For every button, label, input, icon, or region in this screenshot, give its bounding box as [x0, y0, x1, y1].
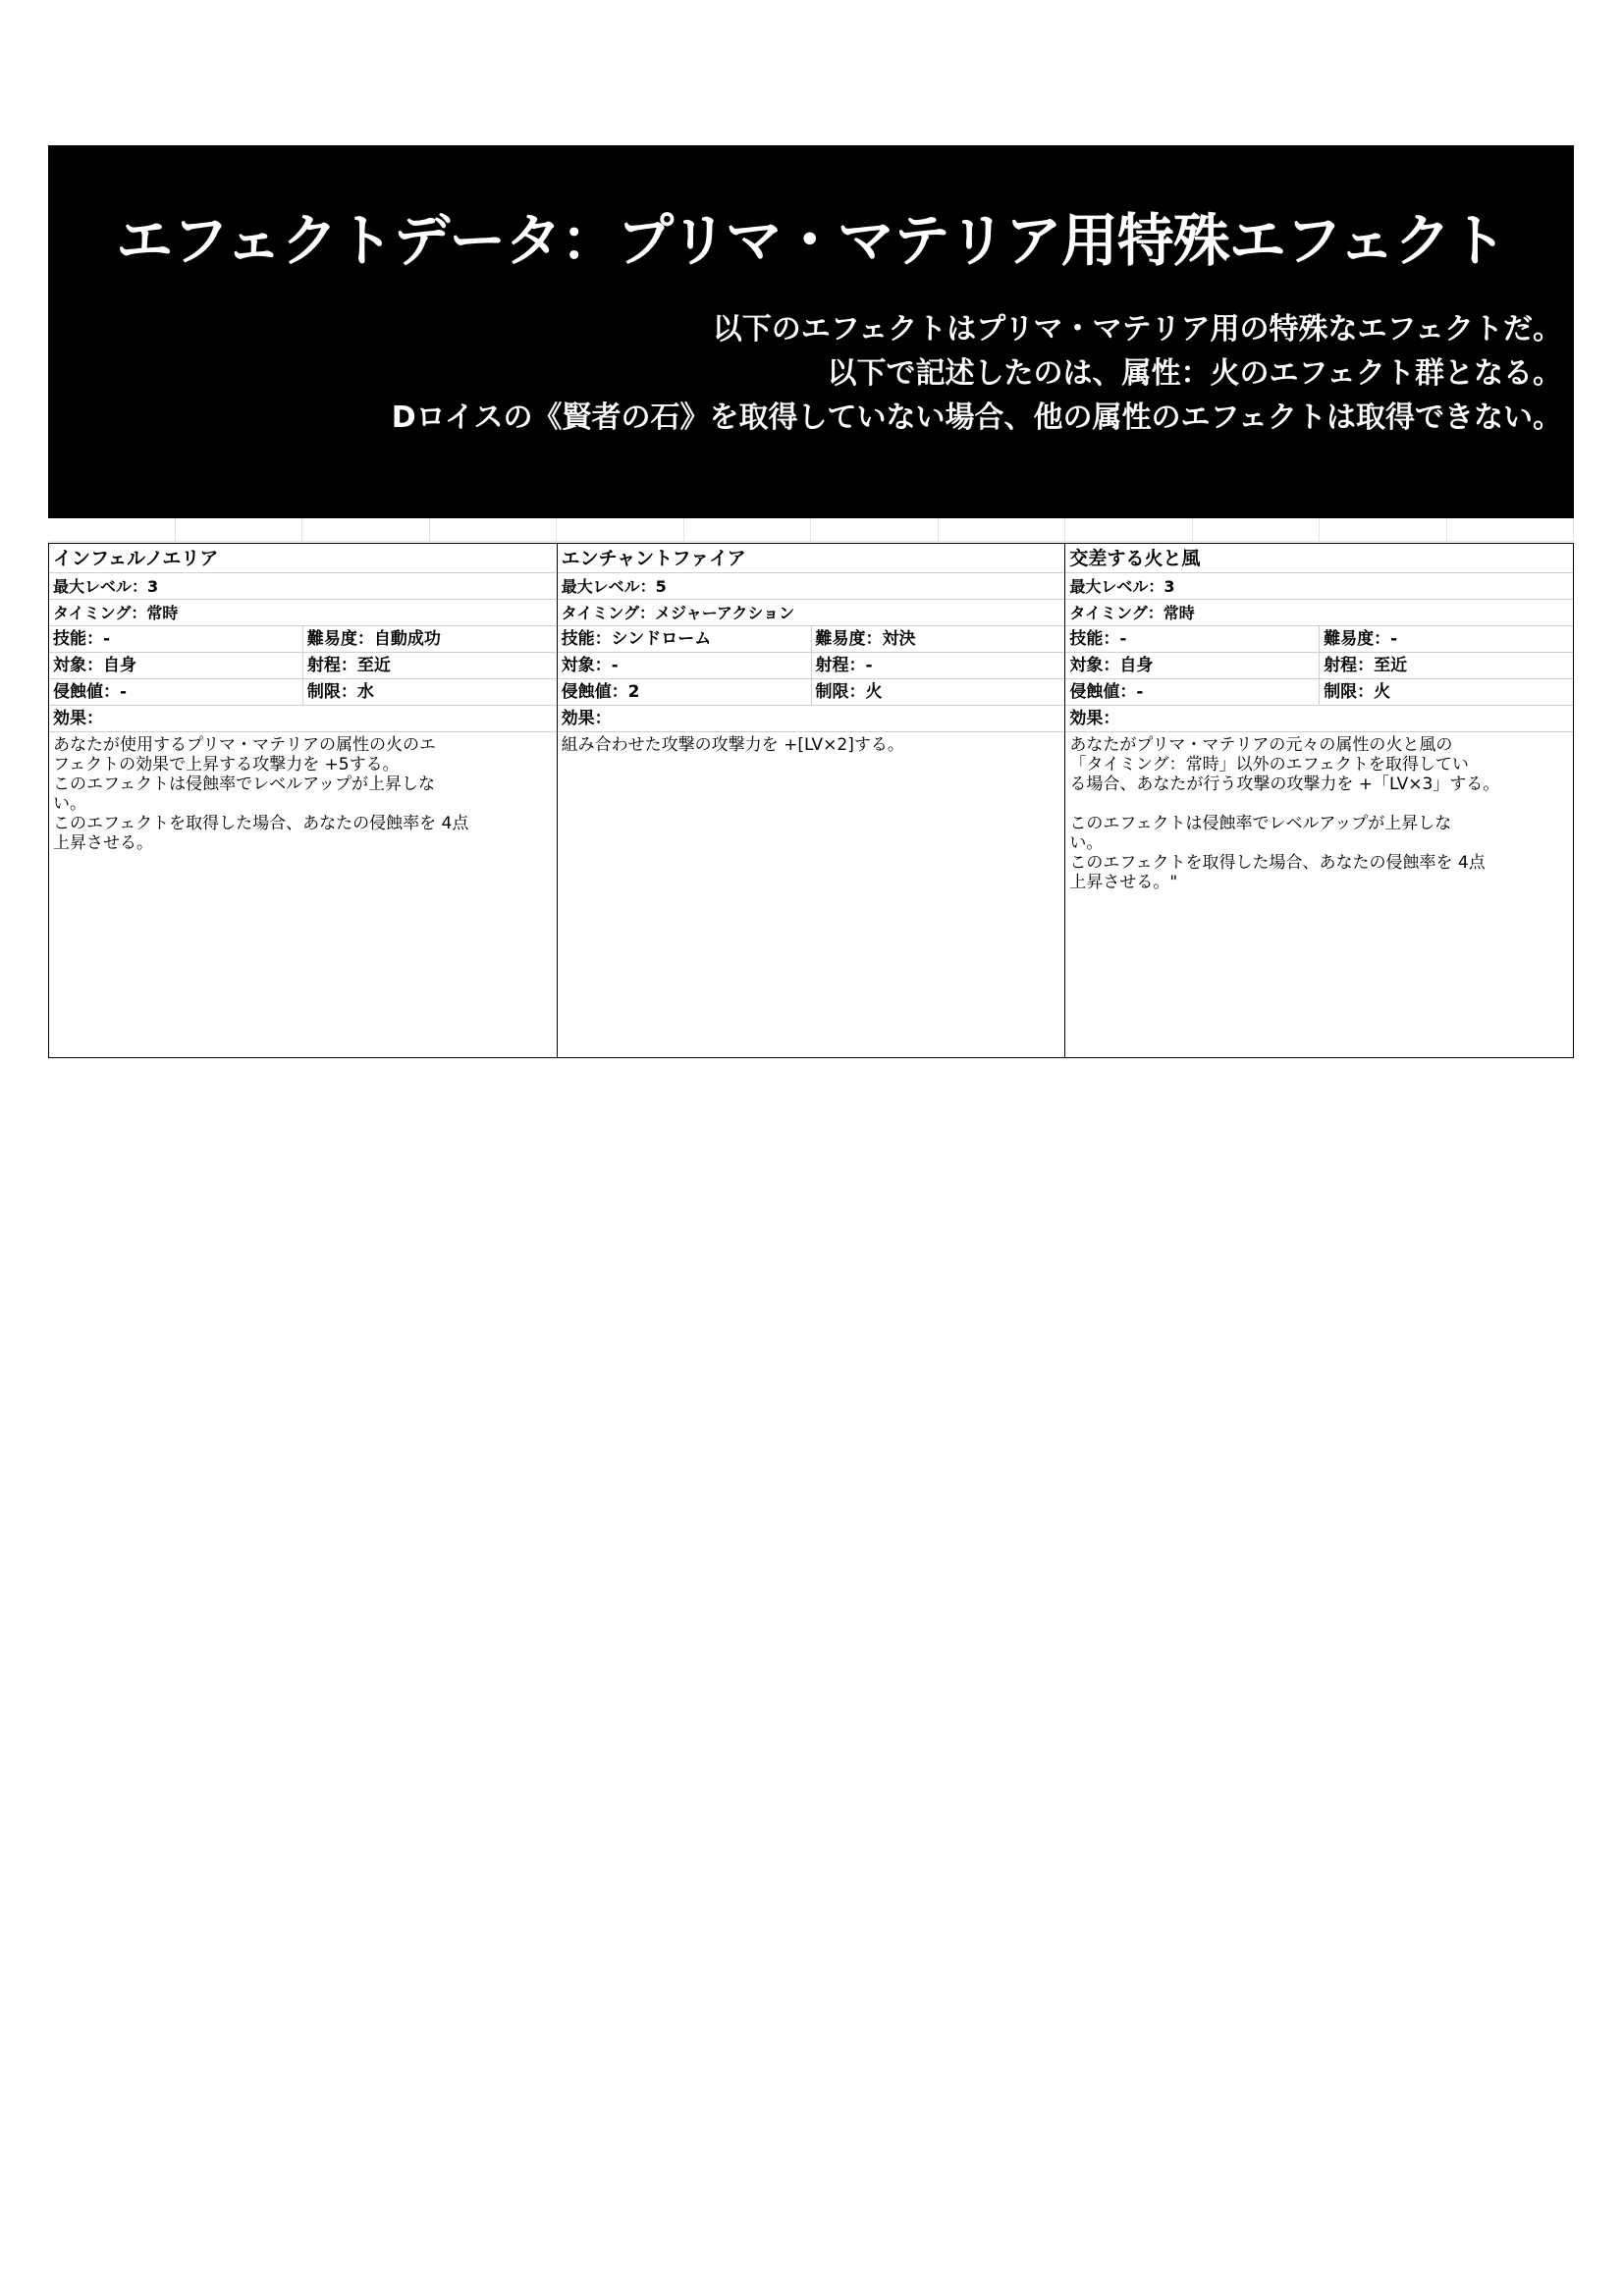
effect-difficulty: 難易度：自動成功 — [306, 629, 441, 649]
effect-skill: 技能：- — [1065, 626, 1320, 652]
effect-range: 射程：至近 — [1324, 656, 1408, 675]
effect-description: あなたが使用するプリマ・マテリアの属性の火のエ フェクトの効果で上昇する攻撃力を +5する。 このエフェクトは侵蝕率でレベルアップが上昇しな い。 このエフェクトを取得した場合、あなたの侵蝕率を 4点 上昇させる。 — [53, 735, 469, 853]
effect-target-row — [558, 653, 1065, 679]
header-line-1: 以下のエフェクトはプリマ・マテリア用の特殊なエフェクトだ。 — [712, 312, 1562, 347]
header-line-2: 以下で記述したのは、属性：火のエフェクト群となる。 — [827, 356, 1562, 391]
header-description — [392, 307, 1562, 440]
effect-erosion-row — [558, 679, 1065, 706]
effect-erosion-row — [49, 679, 557, 706]
effect-range: 射程：至近 — [306, 656, 391, 675]
effect-label: 効果： — [1065, 706, 1573, 732]
header-banner — [48, 145, 1574, 518]
effect-target: 対象：自身 — [1065, 653, 1320, 678]
spreadsheet-gridlines — [48, 518, 1574, 542]
effect-max-level: 最大レベル：5 — [558, 573, 1065, 600]
effect-skill-row — [1065, 626, 1573, 653]
effect-target-row — [49, 653, 557, 679]
effect-erosion: 侵蝕値：- — [49, 679, 303, 705]
effect-timing: タイミング：メジャーアクション — [558, 600, 1065, 626]
effect-skill-row — [558, 626, 1065, 653]
effect-description: あなたがプリマ・マテリアの元々の属性の火と風の 「タイミング：常時」以外のエフェクトを取得してい る場合、あなたが行う攻撃の攻撃力を +「LV×3」する。 このエフェクトは侵蝕率でレベルアップが上昇しな い。 このエフェクトを取得した場合、あなたの侵蝕率を 4点 上昇させる。" — [1069, 735, 1500, 892]
effect-card-crossing-fire-wind — [1065, 544, 1573, 1057]
header-line-3: Dロイスの《賢者の石》を取得していない場合、他の属性のエフェクトは取得できない。 — [391, 400, 1562, 435]
effect-label: 効果： — [49, 706, 557, 732]
effect-label: 効果： — [558, 706, 1065, 732]
effect-target: 対象：- — [558, 653, 812, 678]
effect-name: 交差する火と風 — [1065, 544, 1573, 573]
effect-erosion: 侵蝕値：- — [1065, 679, 1320, 705]
effect-limit: 制限：火 — [1324, 682, 1391, 702]
effect-limit: 制限：火 — [815, 682, 883, 702]
effect-timing: タイミング：常時 — [49, 600, 557, 626]
effect-table — [48, 543, 1574, 1058]
page-title: エフェクトデータ：プリマ・マテリア用特殊エフェクト — [116, 207, 1506, 274]
effect-card-enchant-fire — [558, 544, 1066, 1057]
effect-erosion: 侵蝕値：2 — [558, 679, 812, 705]
effect-max-level: 最大レベル：3 — [49, 573, 557, 600]
effect-limit: 制限：水 — [306, 682, 374, 702]
effect-name: エンチャントファイア — [558, 544, 1065, 573]
effect-target: 対象：自身 — [49, 653, 303, 678]
effect-skill-row — [49, 626, 557, 653]
effect-skill: 技能：シンドローム — [558, 626, 812, 652]
effect-skill: 技能：- — [49, 626, 303, 652]
effect-max-level: 最大レベル：3 — [1065, 573, 1573, 600]
effect-erosion-row — [1065, 679, 1573, 706]
effect-timing: タイミング：常時 — [1065, 600, 1573, 626]
effect-difficulty: 難易度：対決 — [815, 629, 916, 649]
effect-difficulty: 難易度：- — [1324, 629, 1398, 649]
effect-description: 組み合わせた攻撃の攻撃力を +[LV×2]する。 — [561, 735, 904, 755]
effect-range: 射程：- — [815, 656, 873, 675]
effect-target-row — [1065, 653, 1573, 679]
effect-card-inferno-area — [49, 544, 558, 1057]
effect-name: インフェルノエリア — [49, 544, 557, 573]
